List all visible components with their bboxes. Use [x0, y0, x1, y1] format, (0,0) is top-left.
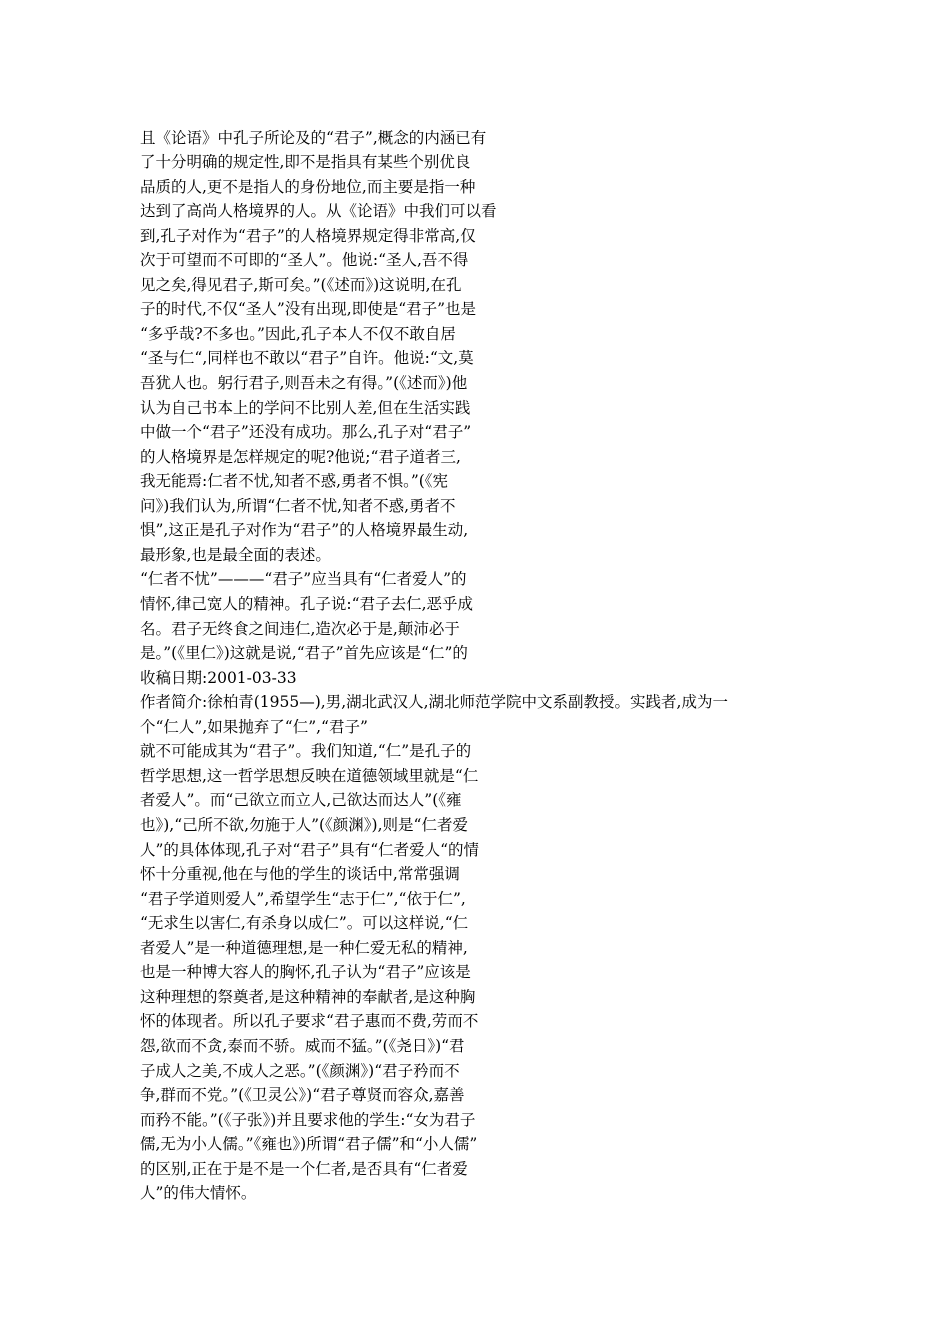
text-line: 名。君子无终食之间违仁,造次必于是,颠沛必于: [140, 620, 460, 638]
text-line: 是。”(《里仁》)这就是说,“君子”首先应该是“仁”的: [140, 644, 468, 662]
text-line: 儒,无为小人儒。”《雍也》)所谓“君子儒”和“小人儒”: [140, 1135, 478, 1153]
text-line: 情怀,律己宽人的精神。孔子说:“君子去仁,恶乎成: [140, 595, 474, 613]
text-line: 这种理想的祭奠者,是这种精神的奉献者,是这种胸: [140, 988, 476, 1006]
text-line: 子成人之美,不成人之恶。”(《颜渊》)“君子矜而不: [140, 1062, 460, 1080]
text-line: 到,孔子对作为“君子”的人格境界规定得非常高,仅: [140, 227, 476, 245]
text-line: 而矜不能。”(《子张》)并且要求他的学生:“女为君子: [140, 1111, 476, 1129]
text-line: 最形象,也是最全面的表述。: [140, 546, 331, 564]
text-line: 人”的伟大情怀。: [140, 1184, 257, 1202]
text-line: 争,群而不党。”(《卫灵公》)“君子尊贤而容众,嘉善: [140, 1086, 465, 1104]
text-line: “仁者不忧”———“君子”应当具有“仁者爱人”的: [140, 570, 467, 588]
text-line: 也》),“己所不欲,勿施于人”(《颜渊》),则是“仁者爱: [140, 816, 468, 834]
text-line: 也是一种博大容人的胸怀,孔子认为“君子”应该是: [140, 963, 471, 981]
text-line: 个“仁人”,如果抛弃了“仁”,“君子”: [140, 718, 368, 736]
text-line: 哲学思想,这一哲学思想反映在道德领域里就是“仁: [140, 767, 479, 785]
text-line: 子的时代,不仅“圣人”没有出现,即使是“君子”也是: [140, 300, 477, 318]
text-line: 怨,欲而不贪,泰而不骄。威而不猛。”(《尧日》)“君: [140, 1037, 465, 1055]
text-line: “多乎哉?不多也。”因此,孔子本人不仅不敢自居: [140, 325, 456, 343]
text-line: 怀十分重视,他在与他的学生的谈话中,常常强调: [140, 865, 460, 883]
text-line: 就不可能成其为“君子”。我们知道,“仁”是孔子的: [140, 742, 472, 760]
text-line: 了十分明确的规定性,即不是指具有某些个别优良: [140, 153, 471, 171]
text-line: 者爱人”是一种道德理想,是一种仁爱无私的精神,: [140, 939, 468, 957]
text-line: 且《论语》中孔子所论及的“君子”,概念的内涵已有: [140, 129, 487, 147]
text-line: 惧”,这正是孔子对作为“君子”的人格境界最生动,: [140, 521, 469, 539]
author-bio: 作者简介:徐柏青(1955—),男,湖北武汉人,湖北师范学院中文系副教授。实践者,成为一: [140, 693, 728, 711]
text-line: 中做一个“君子”还没有成功。那么,孔子对“君子”: [140, 423, 472, 441]
text-line: 的人格境界是怎样规定的呢?他说;“君子道者三,: [140, 448, 461, 466]
text-line: 的区别,正在于是不是一个仁者,是否具有“仁者爱: [140, 1160, 468, 1178]
text-line: “君子学道则爱人”,希望学生“志于仁”,“依于仁”,: [140, 890, 466, 908]
text-line: “无求生以害仁,有杀身以成仁”。可以这样说,“仁: [140, 914, 469, 932]
text-line: 见之矣,得见君子,斯可矣。”(《述而》)这说明,在孔: [140, 276, 462, 294]
text-line: “圣与仁“,同样也不敢以“君子”自许。他说:“文,莫: [140, 349, 474, 367]
text-line: 吾犹人也。躬行君子,则吾未之有得。”(《述而》)他: [140, 374, 468, 392]
text-line: 怀的体现者。所以孔子要求“君子惠而不费,劳而不: [140, 1012, 479, 1030]
text-line: 人”的具体体现,孔子对“君子”具有“仁者爱人“的情: [140, 841, 480, 859]
text-line: 品质的人,更不是指人的身份地位,而主要是指一种: [140, 178, 476, 196]
text-line: 者爱人”。而“己欲立而立人,己欲达而达人”(《雍: [140, 791, 462, 809]
text-line: 达到了高尚人格境界的人。从《论语》中我们可以看: [140, 202, 497, 220]
text-line: 我无能焉:仁者不忧,知者不惑,勇者不惧。”(《宪: [140, 472, 449, 490]
text-line: 认为自己书本上的学问不比别人差,但在生活实践: [140, 399, 471, 417]
received-date: 收稿日期:2001-03-33: [140, 669, 297, 687]
text-line: 次于可望而不可即的“圣人”。他说:“圣人,吾不得: [140, 251, 469, 269]
text-line: 问》)我们认为,所谓“仁者不忧,知者不惑,勇者不: [140, 497, 456, 515]
